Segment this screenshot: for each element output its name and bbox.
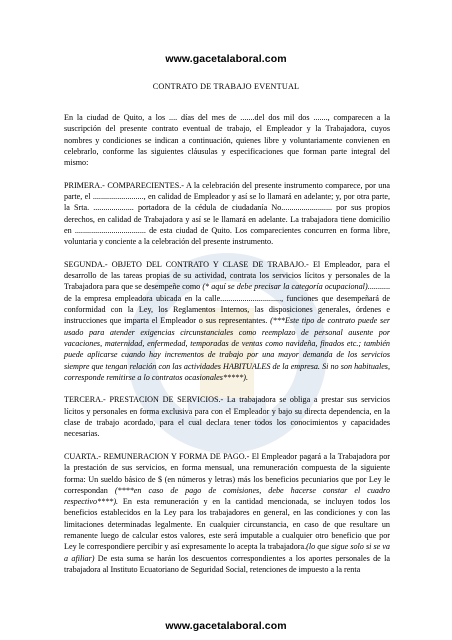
clause-cuarta-text-3: De esta suma se harán los descuentos correspondientes a los aportes personales de la trabajadora al Instituto Ecuatoriano de Seguridad Social, retenciones de impuesto a la renta	[64, 553, 390, 574]
clause-primera: PRIMERA.- COMPARECIENTES.- A la celebración del presente instrumento comparece, por una parte, el ........................., en calidad de Empleador y así se lo llamará en adelante; y, por otra parte, la Srta. .................... portadora de la cédula de ciudadanía No......................... por sus propios derechos, en calidad de Trabajadora y así se le llamará en adelante. La trabajadora tiene domicilio en ................................... de esta ciudad de Quito. Los comparecientes concurren en forma libre, voluntaria y conciente a la celebración del presente instrumento.	[64, 180, 390, 247]
clause-segunda-note: (* aquí se debe precisar la categoría ocupacional)	[200, 282, 368, 292]
clause-cuarta-text: CUARTA.- REMUNERACION Y FORMA DE PAGO.- El Empleador pagará a la Trabajadora por la prestación de sus servicios, en forma mensual, una remuneración compuesta de la siguiente forma: Un sueldo básico de $ (en números y letras) más los beneficios pecuniarios que por Ley le correspondan	[64, 451, 390, 495]
document-body	[64, 112, 390, 586]
clause-segunda-text-2: ........... de la empresa empleadora ubicada en la calle.............................., funciones que desempeñará de conformidad con la Ley, los Reglamentos Internos, las disposiciones generales, órdenes e instrucciones que imparta el Empleador o sus representantes.	[64, 282, 390, 326]
intro-paragraph: En la ciudad de Quito, a los .... días del mes de .......del dos mil dos ......., comparecen a la suscripción del presente contrato eventual de trabajo, el Empleador y la Trabajadora, cuyos nombres y condiciones se indican a continuación, quienes libre y voluntariamente convienen en celebrarlo, conforme las siguientes cláusulas y especificaciones que forman parte integral del mismo:	[64, 113, 390, 168]
clause-cuarta	[64, 451, 390, 575]
clause-cuarta-text-2: En esta remuneración y en la cantidad mencionada, se incluyen todos los beneficios establecidos en la Ley para los trabajadores en general, en las condiciones y con las limitaciones determinadas legalmente. En cualquier circunstancia, en caso de que resultare un remanente luego de calcular estos valores, este será imputable a cualquier otro beneficio que por Ley le correspondiere percibir y así expresamente lo acepta la trabajadora.	[64, 497, 390, 552]
footer-website[interactable]: www.gacetalaboral.com	[165, 620, 287, 632]
clause-tercera: TERCERA.- PRESTACION DE SERVICIOS.- La trabajadora se obliga a prestar sus servicios lícitos y personales en forma exclusiva para con el Empleador y bajo su directa dependencia, en la clase de trabajo acordado, para el cual declara tener todos los conocimientos y capacidades necesarias.	[64, 395, 390, 439]
clause-segunda	[64, 259, 390, 383]
clause-segunda-text: SEGUNDA.- OBJETO DEL CONTRATO Y CLASE DE TRABAJO.- El Empleador, para el desarrollo de las tareas propias de su actividad, contrata los servicios lícitos y personales de la Trabajadora para que se desempeñe como	[64, 259, 390, 292]
clause-segunda-italic-note: (***Este tipo de contrato puede ser usado para atender exigencias circunstanciales como reemplazo de personal ausente por vacaciones, maternidad, enfermedad, temporadas de ventas como navideña, finados etc.; también puede aplicarse cuando hay incrementos de trabajo por una mayor demanda de los servicios siempre que tengan relación con las actividades HABITUALES de la empresa. Si no son habituales, corresponde remitirse a lo contratos ocasionales*****).	[64, 316, 390, 382]
document-title: CONTRATO DE TRABAJO EVENTUAL	[152, 82, 300, 91]
header-website[interactable]: www.gacetalaboral.com	[165, 53, 287, 65]
clause-cuarta-note-2: (lo que sigue solo si se va a afiliar)	[64, 542, 390, 563]
clause-cuarta-note: (****en caso de pago de comisiones, debe hacerse constar el cuadro respectivo****).	[64, 485, 390, 507]
